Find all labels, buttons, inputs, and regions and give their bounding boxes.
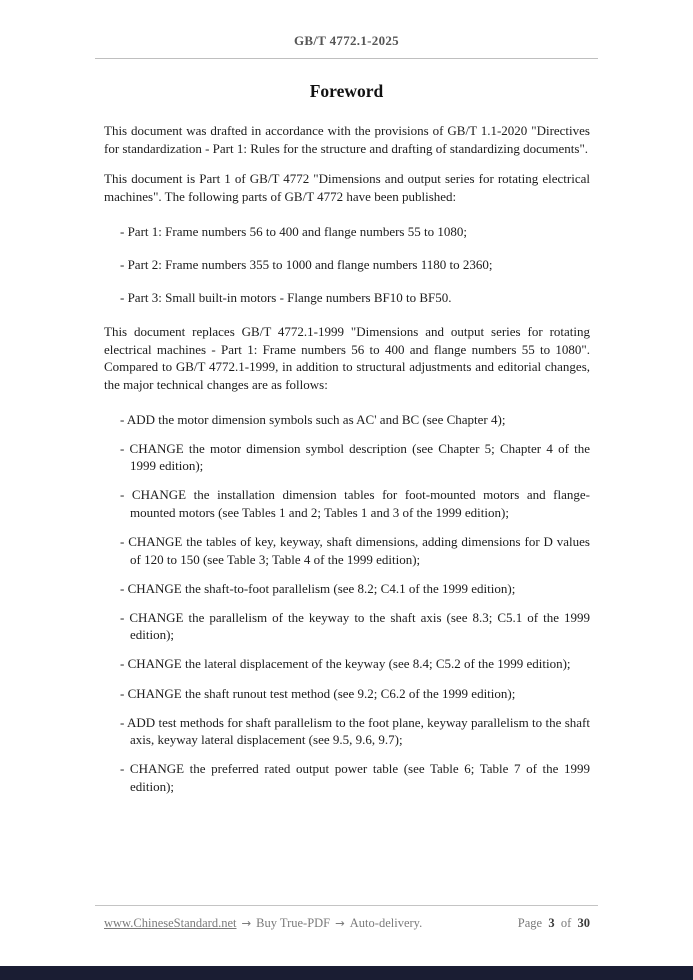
change-item-9: - ADD test methods for shaft parallelism to the foot plane, keyway parallelism to the shaft axis, keyway lateral displacement (see 9.5, 9.6, 9.7); [120,714,590,748]
page-footer [104,916,590,931]
footer-link[interactable]: www.ChineseStandard.net [104,916,237,930]
paragraph-replaces: This document replaces GB/T 4772.1-1999 "Dimensions and output series for rotating electrical machines - Part 1: Frame numbers 56 to 400 and flange numbers 55 to 1080". Compared to GB/T 4772.1-1999, in addition to structural adjustments and editorial changes, the major technical changes are as follows: [104,324,590,392]
header-rule [95,58,598,59]
bottom-bar [0,966,693,980]
technical-changes-list [104,411,590,796]
change-item-2: - CHANGE the motor dimension symbol description (see Chapter 5; Chapter 4 of the 1999 edition); [120,440,590,474]
footer-delivery-text: Auto-delivery. [349,916,423,930]
page-title: Foreword [309,81,384,101]
footer-branding [104,916,422,931]
change-item-7: - CHANGE the lateral displacement of the keyway (see 8.4; C5.2 of the 1999 edition); [120,656,571,672]
arrow-icon: → [241,916,252,930]
change-item-5: - CHANGE the shaft-to-foot parallelism (see 8.2; C4.1 of the 1999 edition); [120,580,516,596]
published-parts-list [104,223,590,306]
paragraph-part-intro: This document is Part 1 of GB/T 4772 "Dimensions and output series for rotating electrical machines". The following parts of GB/T 4772 have been published: [104,171,590,204]
total-pages: 30 [577,916,590,930]
change-item-6: - CHANGE the parallelism of the keyway to the shaft axis (see 8.3; C5.1 of the 1999 edition); [120,609,590,643]
footer-rule [95,905,598,906]
page-number: 3 [548,916,555,930]
of-word: of [560,916,572,930]
change-item-4: - CHANGE the tables of key, keyway, shaft dimensions, adding dimensions for D values of 120 to 150 (see Table 3; Table 4 of the 1999 edition); [120,534,590,567]
list-item-part-2: - Part 2: Frame numbers 355 to 1000 and flange numbers 1180 to 2360; [120,256,493,272]
change-item-1: - ADD the motor dimension symbols such as AC' and BC (see Chapter 4); [120,411,506,427]
footer-buy-text: Buy True-PDF [256,916,331,930]
page-indicator [518,916,590,931]
change-item-3: - CHANGE the installation dimension tables for foot-mounted motors and flange-mounted motors (see Tables 1 and 2; Tables 1 and 3 of the 1999 edition); [120,487,590,520]
change-item-8: - CHANGE the shaft runout test method (see 9.2; C6.2 of the 1999 edition); [120,685,516,701]
page-word: Page [517,916,543,930]
list-item-part-3: - Part 3: Small built-in motors - Flange numbers BF10 to BF50. [120,289,452,305]
doc-number: GB/T 4772.1-2025 [294,33,399,48]
change-item-10: - CHANGE the preferred rated output power table (see Table 6; Table 7 of the 1999 edition); [120,761,590,794]
arrow-icon: → [335,916,345,930]
paragraph-drafting: This document was drafted in accordance with the provisions of GB/T 1.1-2020 "Directives for standardization - Part 1: Rules for the structure and drafting of standardizing documents". [104,123,590,156]
list-item-part-1: - Part 1: Frame numbers 56 to 400 and flange numbers 55 to 1080; [120,224,467,240]
document-body [104,122,590,796]
